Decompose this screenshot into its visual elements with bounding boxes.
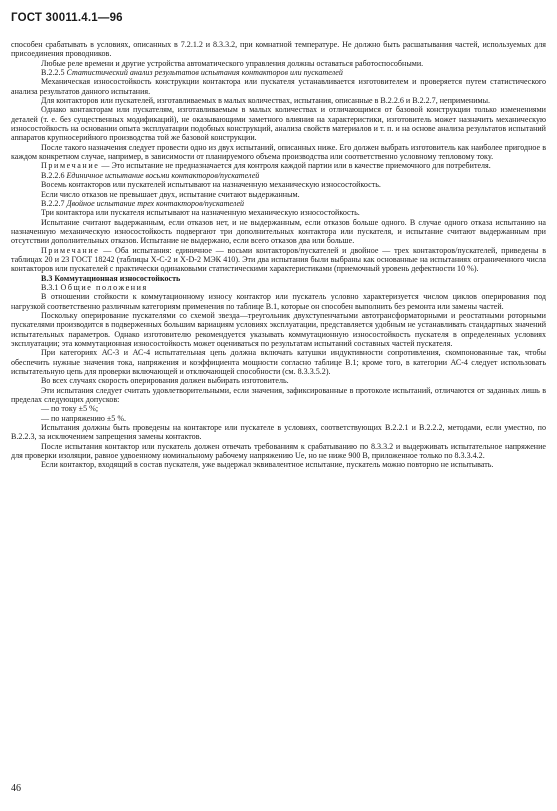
heading-title: Общие положения <box>60 282 148 292</box>
heading-number: В.2.2.7 <box>41 198 65 208</box>
body-paragraph: — по току ±5 %; <box>41 404 99 414</box>
body-paragraph: Механическая износостойкость конструкции контактора или пускателя устанавливается изготовителем и проверяется путем статистического анализа результатов данного испытания. <box>11 77 546 96</box>
note-label: Примечание <box>41 245 100 255</box>
note-text: — Это испытание не предназначается для контроля каждой партии или в качестве приемочного для потребителя. <box>99 161 491 171</box>
heading-title: Статистический анализ результатов испытания контакторов или пускателей <box>66 68 343 78</box>
section-title: Коммутационная износостойкость <box>54 273 181 283</box>
document-body <box>11 40 546 470</box>
body-paragraph: При категориях АС-3 и АС-4 испытательная цепь должна включать катушки индуктивности сопротивления, скомпонованные так, чтобы обеспечить нужные значения тока, напряжения и коэффициента мощности согласно таблице В.1; кроме того, в категории АС-4 следует использовать испытательную цепь для проверки включающей и отключающей способности (см. 8.3.3.5.2). <box>11 348 546 377</box>
body-paragraph: Если число отказов не превышает двух, испытание считают выдержанным. <box>41 189 300 199</box>
body-paragraph: Эти испытания следует считать удовлетворительными, если значения, зафиксированные в протоколе испытаний, отличаются от заданных лишь в пределах следующих допусков: <box>11 385 546 405</box>
section-heading <box>11 274 546 283</box>
heading-number: В.2.2.5 <box>41 68 65 78</box>
body-paragraph: Поскольку оперирование пускателями со схемой звезда—треугольник двухступенчатыми автотрансформаторными и реостатными роторными пускателями производится в подверженных большим вариациям условиях эксплуатации, представляется удобным не устанавливать стандартных значений испытательных параметров. Однако изготовителю рекомендуется указывать коммутационную износостойкость пускателя в определенных условиях эксплуатации; эта коммутационная износостойкость может оцениваться по результатам испытаний составных частей пускателя. <box>11 310 546 348</box>
body-paragraph: Если контактор, входящий в состав пускателя, уже выдержал эквивалентное испытание, пускатель можно повторно не испытывать. <box>41 460 494 470</box>
body-paragraph: — по напряжению ±5 %. <box>41 413 127 423</box>
note-paragraph <box>11 161 546 170</box>
note-paragraph <box>11 246 546 274</box>
heading-number: В.3.1 <box>41 282 59 292</box>
note-text: — Оба испытания: единичное — восьми контакторов/пускателей и двойное — трех контакторов/пускателей, приведены в таблицах 20 и 23 ГОСТ 18242 (таблицы Х-С-2 и Х-D-2 МЭК 410). Эти два испытания были выбраны как основанные на испытаниях ограниченного числа контакторов или пускателей с практически одинаковыми статистическими характеристиками (приемочный уровень дефектности 10 %). <box>11 245 546 274</box>
note-label: Примечание <box>41 161 100 171</box>
body-paragraph: Испытания должны быть проведены на контакторе или пускателе в условиях, соответствующих В.2.2.1 и В.2.2.2, методами, если уместно, по В.2.2.3, за исключением запрещения замены контактов. <box>11 423 546 442</box>
body-paragraph: Однако контакторам или пускателям, изготавливаемым в малых количествах и отличающимся от базовой конструкции только изменениями деталей (т. е. без существенных модификаций), не оказывающими заметного влияния на характеристики, изготовитель может назначить механическую износостойкость на основании опыта эксплуатации подобных конструкций, анализа свойств материалов и т. п. и на основе анализа результатов испытаний аппаратов крупносерийного производства той же базовой конструкции. <box>11 105 546 143</box>
body-paragraph: Для контакторов или пускателей, изготавливаемых в малых количествах, испытания, описанные в В.2.2.6 и В.2.2.7, неприменимы. <box>41 96 491 106</box>
body-paragraph: После испытания контактор или пускатель должен отвечать требованиям к срабатыванию по 8.3.3.2 и выдерживать испытательное напряжение для проверки изоляции, равное удвоенному номинальному рабочему напряжению Ue, но не ниже 900 В, приложенное только по 8.3.3.4.2. <box>11 441 546 461</box>
body-paragraph: После такого назначения следует провести одно из двух испытаний, описанных ниже. Его должен выбрать изготовитель как наиболее пригодное в каждом конкретном случае, например, в зависимости от планируемого объема производства или соответственно условному тепловому току. <box>11 142 546 162</box>
heading-title: Двойное испытание трех контакторов/пускателей <box>66 198 245 208</box>
page-number: 46 <box>11 783 21 794</box>
body-paragraph: Три контактора или пускателя испытывают на назначенную механическую износостойкость. <box>41 208 360 218</box>
body-paragraph: В отношении стойкости к коммутационному износу контактор или пускатель условно характеризуется числом циклов оперирования под нагрузкой соответственно различным категориям применения по таблице В.1, которые он способен выполнить без ремонта или замены частей. <box>11 292 546 311</box>
body-paragraph: Любые реле времени и другие устройства автоматического управления должны оставаться работоспособными. <box>41 58 424 68</box>
body-paragraph: Восемь контакторов или пускателей испытывают на назначенную механическую износостойкость. <box>41 180 381 190</box>
body-paragraph: Испытание считают выдержанным, если отказов нет, и не выдержанным, если отказов больше одного. В случае одного отказа испытанию на назначенную механическую износостойкость подвергают три дополнительных контактора или пускателя, и испытание считают выдержанным при отсутствии дополнительных отказов. Испытание не выдержано, если всего отказов два или больше. <box>11 217 546 246</box>
subsection-heading <box>11 171 546 180</box>
subsection-heading <box>11 199 546 208</box>
document-header-title: ГОСТ 30011.4.1—96 <box>11 12 123 24</box>
heading-number: В.2.2.6 <box>41 170 65 180</box>
subsection-heading <box>11 68 546 77</box>
section-number: В.3 <box>41 273 53 283</box>
subsection-heading-spaced <box>11 283 546 292</box>
heading-title: Единичное испытание восьми контакторов/пускателей <box>66 170 260 180</box>
body-paragraph: Во всех случаях скорость оперирования должен выбирать изготовитель. <box>41 376 289 386</box>
body-paragraph: способен срабатывать в условиях, описанных в 7.2.1.2 и 8.3.3.2, при комнатной температуре. Не должно быть расшатывания частей, используемых для присоединения проводников. <box>11 40 546 59</box>
